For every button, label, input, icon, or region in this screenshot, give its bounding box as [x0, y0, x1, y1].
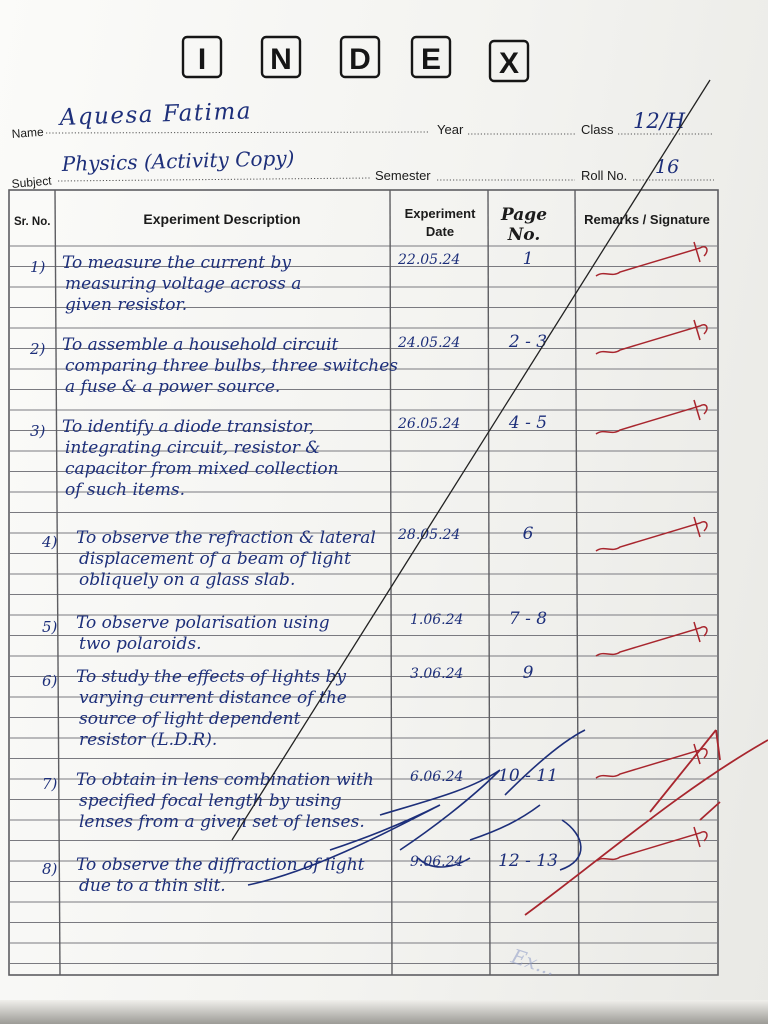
experiment-description-line: source of light dependent [79, 709, 301, 729]
serial-number: 1) [30, 258, 46, 276]
experiment-date: 28.05.24 [398, 527, 461, 543]
signature-tick-icon [596, 622, 707, 656]
table-row [30, 249, 533, 315]
title-letter-d: D [349, 43, 371, 76]
experiment-description-line: obliquely on a glass slab. [79, 570, 296, 590]
header-page-handwritten [500, 205, 547, 245]
page-number: 1 [522, 249, 534, 269]
roll-label: Roll No. [581, 168, 628, 183]
subject-value: Physics (Activity Copy) [61, 145, 295, 176]
experiment-description-line: specified focal length by using [79, 791, 342, 811]
experiment-description-line: varying current distance of the [79, 688, 347, 708]
experiment-date: 6.06.24 [410, 769, 464, 785]
experiment-description-line: To obtain in lens combination with [76, 770, 374, 790]
title-letter-n: N [270, 43, 292, 76]
page-number: 10 - 11 [498, 766, 558, 786]
page-number: 6 [522, 524, 534, 544]
experiment-description-line: integrating circuit, resistor & [65, 438, 321, 458]
experiment-description-line: comparing three bulbs, three switches [65, 356, 399, 376]
header-remarks: Remarks / Signature [584, 212, 710, 227]
header-page-line1: Page [500, 205, 548, 225]
name-label: Name [11, 124, 45, 141]
remarks-column [596, 242, 707, 861]
header-values [57, 98, 685, 178]
experiment-description-line: To identify a diode transistor, [62, 417, 315, 437]
experiment-date: 22.05.24 [398, 252, 461, 268]
experiment-description-line: due to a thin slit. [79, 876, 226, 896]
header-srno: Sr. No. [14, 216, 51, 228]
serial-number: 7) [42, 775, 58, 793]
serial-number: 8) [42, 860, 58, 878]
experiment-description-line: two polaroids. [79, 634, 202, 654]
title-letter-i: I [197, 43, 207, 76]
signature-tick-icon [596, 242, 707, 276]
header-page-line2: No. [507, 225, 541, 245]
serial-number: 6) [42, 672, 58, 690]
roll-value: 16 [655, 156, 680, 178]
signature-tick-icon [596, 400, 707, 434]
class-value: 12/H [633, 109, 686, 133]
index-title [183, 37, 528, 81]
experiment-date: 24.05.24 [398, 335, 461, 351]
class-label: Class [581, 122, 614, 137]
experiment-date: 26.05.24 [398, 416, 461, 432]
page-number: 12 - 13 [498, 851, 558, 871]
faded-stamp: Ex... [508, 943, 559, 981]
serial-number: 3) [30, 422, 46, 440]
experiment-description-line: To observe polarisation using [76, 613, 330, 633]
experiment-description-line: To observe the refraction & lateral [76, 528, 376, 548]
header-date-line1: Experiment [404, 206, 476, 221]
table-row [42, 663, 534, 750]
experiment-description-line: To observe the diffraction of light [76, 855, 365, 875]
experiment-description-line: lenses from a given set of lenses. [79, 812, 365, 832]
header-description: Experiment Description [143, 211, 301, 227]
serial-number: 2) [30, 340, 46, 358]
experiment-description-line: of such items. [65, 480, 186, 500]
table-row [41, 524, 534, 590]
header-date-line2: Date [425, 224, 455, 239]
page-number: 9 [522, 663, 534, 683]
table-row [30, 413, 547, 500]
experiment-description-line: displacement of a beam of light [79, 549, 351, 569]
experiment-description-line: measuring voltage across a [65, 274, 302, 294]
signature-tick-icon [596, 517, 707, 551]
experiment-description-line: capacitor from mixed collection [65, 459, 339, 479]
serial-number: 4) [42, 533, 58, 551]
name-value: Aquesa Fatima [59, 98, 253, 131]
serial-number: 5) [42, 618, 58, 636]
table-header [14, 206, 710, 239]
table-row [42, 609, 547, 654]
page-number: 4 - 5 [508, 413, 548, 433]
page-number: 2 - 3 [508, 332, 548, 352]
marker-check-marks [525, 730, 768, 915]
experiment-description-line: To study the effects of lights by [76, 667, 347, 687]
experiment-description-line: To assemble a household circuit [62, 335, 339, 355]
page-number: 7 - 8 [508, 609, 548, 629]
table-row [42, 851, 558, 896]
experiment-date: 1.06.24 [410, 612, 464, 628]
experiment-date: 9.06.24 [410, 854, 464, 870]
title-letter-x: X [498, 47, 520, 80]
experiment-description-line: given resistor. [65, 295, 188, 315]
table-entries [29, 249, 558, 896]
title-letter-e: E [420, 43, 442, 76]
signature-tick-icon [596, 827, 707, 861]
experiment-description-line: a fuse & a power source. [65, 377, 281, 397]
experiment-date: 3.06.24 [410, 666, 464, 682]
table-row [29, 332, 547, 397]
year-label: Year [437, 122, 464, 137]
page-edge-shadow [0, 1000, 768, 1024]
semester-label: Semester [375, 168, 431, 183]
experiment-description-line: resistor (L.D.R). [79, 730, 218, 750]
experiment-description-line: To measure the current by [62, 253, 291, 273]
subject-label: Subject [11, 173, 53, 191]
